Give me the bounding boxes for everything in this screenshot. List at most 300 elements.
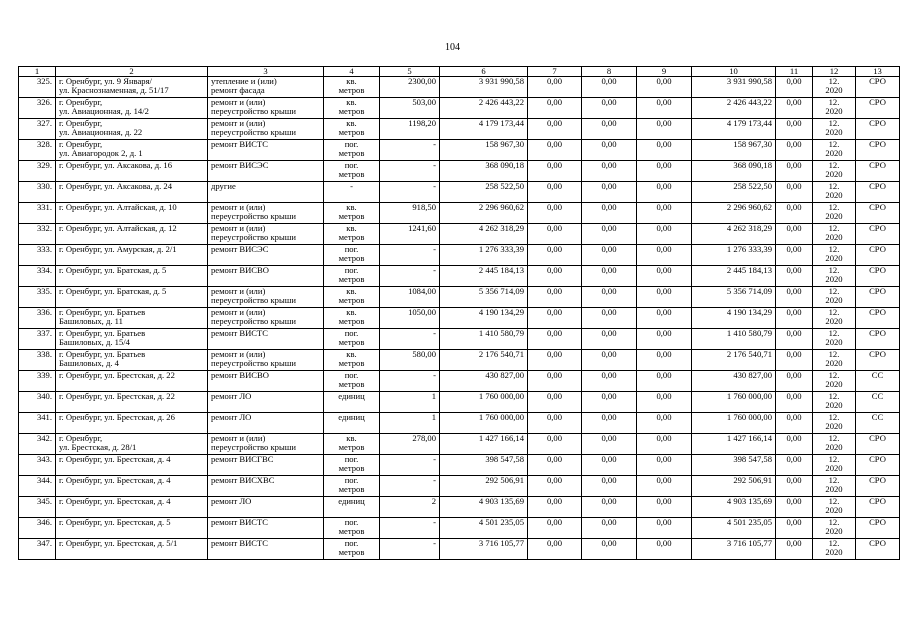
fund-cost-cell: 0,00: [528, 518, 582, 539]
row-number-cell: 328.: [19, 140, 56, 161]
volume-cell: 1241,60: [380, 224, 440, 245]
row-number-cell: 330.: [19, 182, 56, 203]
column-header: 11: [776, 67, 813, 77]
owner-funds-cell: 4 501 235,05: [692, 518, 776, 539]
budget-subject-cell: 0,00: [582, 518, 637, 539]
budget-subject-cell: 0,00: [582, 245, 637, 266]
budget-local-cell: 0,00: [637, 266, 692, 287]
unit-cell: пог. метров: [324, 140, 380, 161]
owner-funds-cell: 2 176 540,71: [692, 350, 776, 371]
row-number-cell: 332.: [19, 224, 56, 245]
method-cell: СРО: [856, 245, 900, 266]
other-funds-cell: 0,00: [776, 392, 813, 413]
column-header: 7: [528, 67, 582, 77]
owner-funds-cell: 3 716 105,77: [692, 539, 776, 560]
budget-subject-cell: 0,00: [582, 476, 637, 497]
column-header: 1: [19, 67, 56, 77]
work-type-cell: ремонт ВИСТС: [208, 140, 324, 161]
table-row: [19, 350, 900, 371]
budget-subject-cell: 0,00: [582, 266, 637, 287]
volume-cell: 918,50: [380, 203, 440, 224]
unit-cell: пог. метров: [324, 245, 380, 266]
work-type-cell: ремонт и (или) переустройство крыши: [208, 287, 324, 308]
budget-subject-cell: 0,00: [582, 434, 637, 455]
address-cell: г. Оренбург, ул. Брестская, д. 4: [56, 497, 208, 518]
address-cell: г. Оренбург, ул. Братьев Башиловых, д. 11: [56, 308, 208, 329]
work-type-cell: ремонт ВИСВО: [208, 266, 324, 287]
column-header: 3: [208, 67, 324, 77]
volume-cell: 1: [380, 392, 440, 413]
total-cost-cell: 4 190 134,29: [440, 308, 528, 329]
volume-cell: 278,00: [380, 434, 440, 455]
budget-subject-cell: 0,00: [582, 161, 637, 182]
unit-cell: кв. метров: [324, 224, 380, 245]
address-cell: г. Оренбург, ул. Брестская, д. 22: [56, 371, 208, 392]
deadline-cell: 12. 2020: [813, 476, 856, 497]
budget-subject-cell: 0,00: [582, 287, 637, 308]
method-cell: СС: [856, 371, 900, 392]
method-cell: СРО: [856, 287, 900, 308]
total-cost-cell: 3 931 990,58: [440, 77, 528, 98]
owner-funds-cell: 1 760 000,00: [692, 413, 776, 434]
row-number-cell: 325.: [19, 77, 56, 98]
owner-funds-cell: 2 296 960,62: [692, 203, 776, 224]
fund-cost-cell: 0,00: [528, 77, 582, 98]
deadline-cell: 12. 2020: [813, 497, 856, 518]
row-number-cell: 336.: [19, 308, 56, 329]
table-row: [19, 518, 900, 539]
deadline-cell: 12. 2020: [813, 266, 856, 287]
volume-cell: 1: [380, 413, 440, 434]
method-cell: СРО: [856, 539, 900, 560]
method-cell: СС: [856, 413, 900, 434]
budget-local-cell: 0,00: [637, 434, 692, 455]
table-row: [19, 140, 900, 161]
fund-cost-cell: 0,00: [528, 245, 582, 266]
owner-funds-cell: 4 179 173,44: [692, 119, 776, 140]
fund-cost-cell: 0,00: [528, 455, 582, 476]
owner-funds-cell: 398 547,58: [692, 455, 776, 476]
budget-subject-cell: 0,00: [582, 98, 637, 119]
unit-cell: единиц: [324, 497, 380, 518]
row-number-cell: 337.: [19, 329, 56, 350]
method-cell: СРО: [856, 308, 900, 329]
volume-cell: 2300,00: [380, 77, 440, 98]
fund-cost-cell: 0,00: [528, 497, 582, 518]
budget-local-cell: 0,00: [637, 329, 692, 350]
address-cell: г. Оренбург, ул. Авиационная, д. 22: [56, 119, 208, 140]
table-row: [19, 539, 900, 560]
work-type-cell: ремонт ЛО: [208, 413, 324, 434]
total-cost-cell: 292 506,91: [440, 476, 528, 497]
owner-funds-cell: 1 760 000,00: [692, 392, 776, 413]
unit-cell: кв. метров: [324, 119, 380, 140]
column-header: 6: [440, 67, 528, 77]
row-number-cell: 329.: [19, 161, 56, 182]
work-type-cell: ремонт ЛО: [208, 392, 324, 413]
address-cell: г. Оренбург, ул. Братская, д. 5: [56, 287, 208, 308]
work-type-cell: утепление и (или) ремонт фасада: [208, 77, 324, 98]
other-funds-cell: 0,00: [776, 434, 813, 455]
budget-subject-cell: 0,00: [582, 497, 637, 518]
owner-funds-cell: 430 827,00: [692, 371, 776, 392]
total-cost-cell: 2 426 443,22: [440, 98, 528, 119]
budget-subject-cell: 0,00: [582, 119, 637, 140]
fund-cost-cell: 0,00: [528, 203, 582, 224]
deadline-cell: 12. 2020: [813, 329, 856, 350]
method-cell: СРО: [856, 518, 900, 539]
table-row: [19, 371, 900, 392]
budget-local-cell: 0,00: [637, 392, 692, 413]
table-row: [19, 182, 900, 203]
total-cost-cell: 4 501 235,05: [440, 518, 528, 539]
volume-cell: -: [380, 182, 440, 203]
fund-cost-cell: 0,00: [528, 392, 582, 413]
fund-cost-cell: 0,00: [528, 350, 582, 371]
unit-cell: пог. метров: [324, 455, 380, 476]
row-number-cell: 338.: [19, 350, 56, 371]
budget-subject-cell: 0,00: [582, 392, 637, 413]
work-type-cell: ремонт ВИСТС: [208, 329, 324, 350]
budget-local-cell: 0,00: [637, 287, 692, 308]
data-table: [18, 66, 900, 560]
column-header: 10: [692, 67, 776, 77]
fund-cost-cell: 0,00: [528, 308, 582, 329]
unit-cell: кв. метров: [324, 287, 380, 308]
fund-cost-cell: 0,00: [528, 98, 582, 119]
deadline-cell: 12. 2020: [813, 245, 856, 266]
method-cell: СРО: [856, 224, 900, 245]
address-cell: г. Оренбург, ул. Авиационная, д. 14/2: [56, 98, 208, 119]
row-number-cell: 333.: [19, 245, 56, 266]
address-cell: г. Оренбург, ул. Брестская, д. 28/1: [56, 434, 208, 455]
volume-cell: -: [380, 371, 440, 392]
other-funds-cell: 0,00: [776, 539, 813, 560]
work-type-cell: ремонт ЛО: [208, 497, 324, 518]
volume-cell: -: [380, 539, 440, 560]
budget-local-cell: 0,00: [637, 476, 692, 497]
address-cell: г. Оренбург, ул. Братская, д. 5: [56, 266, 208, 287]
budget-local-cell: 0,00: [637, 371, 692, 392]
volume-cell: -: [380, 455, 440, 476]
volume-cell: -: [380, 140, 440, 161]
address-cell: г. Оренбург, ул. Брестская, д. 4: [56, 476, 208, 497]
other-funds-cell: 0,00: [776, 266, 813, 287]
address-cell: г. Оренбург, ул. Авиагородок 2, д. 1: [56, 140, 208, 161]
total-cost-cell: 1 427 166,14: [440, 434, 528, 455]
row-number-cell: 340.: [19, 392, 56, 413]
address-cell: г. Оренбург, ул. Алтайская, д. 12: [56, 224, 208, 245]
owner-funds-cell: 1 427 166,14: [692, 434, 776, 455]
unit-cell: пог. метров: [324, 518, 380, 539]
volume-cell: -: [380, 518, 440, 539]
method-cell: СРО: [856, 455, 900, 476]
total-cost-cell: 258 522,50: [440, 182, 528, 203]
unit-cell: пог. метров: [324, 266, 380, 287]
deadline-cell: 12. 2020: [813, 371, 856, 392]
method-cell: СРО: [856, 182, 900, 203]
deadline-cell: 12. 2020: [813, 161, 856, 182]
work-type-cell: ремонт ВИСГВС: [208, 455, 324, 476]
address-cell: г. Оренбург, ул. Брестская, д. 26: [56, 413, 208, 434]
budget-subject-cell: 0,00: [582, 77, 637, 98]
budget-local-cell: 0,00: [637, 140, 692, 161]
unit-cell: единиц: [324, 413, 380, 434]
other-funds-cell: 0,00: [776, 371, 813, 392]
fund-cost-cell: 0,00: [528, 434, 582, 455]
other-funds-cell: 0,00: [776, 245, 813, 266]
table-row: [19, 287, 900, 308]
table-row: [19, 329, 900, 350]
work-type-cell: ремонт и (или) переустройство крыши: [208, 224, 324, 245]
work-type-cell: ремонт ВИСХВС: [208, 476, 324, 497]
fund-cost-cell: 0,00: [528, 476, 582, 497]
volume-cell: 1084,00: [380, 287, 440, 308]
fund-cost-cell: 0,00: [528, 182, 582, 203]
budget-subject-cell: 0,00: [582, 455, 637, 476]
other-funds-cell: 0,00: [776, 413, 813, 434]
header-row: [19, 67, 900, 77]
budget-subject-cell: 0,00: [582, 308, 637, 329]
other-funds-cell: 0,00: [776, 203, 813, 224]
unit-cell: кв. метров: [324, 308, 380, 329]
unit-cell: кв. метров: [324, 98, 380, 119]
deadline-cell: 12. 2020: [813, 455, 856, 476]
unit-cell: пог. метров: [324, 329, 380, 350]
table-row: [19, 203, 900, 224]
method-cell: СРО: [856, 119, 900, 140]
budget-local-cell: 0,00: [637, 119, 692, 140]
method-cell: СРО: [856, 77, 900, 98]
other-funds-cell: 0,00: [776, 350, 813, 371]
address-cell: г. Оренбург, ул. Брестская, д. 5/1: [56, 539, 208, 560]
budget-local-cell: 0,00: [637, 518, 692, 539]
work-type-cell: ремонт ВИСТС: [208, 539, 324, 560]
total-cost-cell: 4 262 318,29: [440, 224, 528, 245]
budget-local-cell: 0,00: [637, 224, 692, 245]
unit-cell: кв. метров: [324, 77, 380, 98]
row-number-cell: 335.: [19, 287, 56, 308]
owner-funds-cell: 292 506,91: [692, 476, 776, 497]
fund-cost-cell: 0,00: [528, 161, 582, 182]
unit-cell: пог. метров: [324, 371, 380, 392]
row-number-cell: 344.: [19, 476, 56, 497]
column-header: 4: [324, 67, 380, 77]
budget-local-cell: 0,00: [637, 350, 692, 371]
total-cost-cell: 1 276 333,39: [440, 245, 528, 266]
page-number: 104: [445, 42, 460, 53]
row-number-cell: 339.: [19, 371, 56, 392]
column-header: 2: [56, 67, 208, 77]
total-cost-cell: 430 827,00: [440, 371, 528, 392]
total-cost-cell: 5 356 714,09: [440, 287, 528, 308]
budget-local-cell: 0,00: [637, 539, 692, 560]
deadline-cell: 12. 2020: [813, 98, 856, 119]
table-row: [19, 434, 900, 455]
owner-funds-cell: 2 445 184,13: [692, 266, 776, 287]
address-cell: г. Оренбург, ул. Аксакова, д. 24: [56, 182, 208, 203]
table-row: [19, 455, 900, 476]
deadline-cell: 12. 2020: [813, 413, 856, 434]
table-row: [19, 119, 900, 140]
work-type-cell: ремонт и (или) переустройство крыши: [208, 98, 324, 119]
work-type-cell: ремонт и (или) переустройство крыши: [208, 203, 324, 224]
volume-cell: 503,00: [380, 98, 440, 119]
address-cell: г. Оренбург, ул. Братьев Башиловых, д. 15/4: [56, 329, 208, 350]
budget-subject-cell: 0,00: [582, 329, 637, 350]
volume-cell: -: [380, 245, 440, 266]
work-type-cell: ремонт и (или) переустройство крыши: [208, 308, 324, 329]
other-funds-cell: 0,00: [776, 98, 813, 119]
address-cell: г. Оренбург, ул. 9 Января/ ул. Краснознаменная, д. 51/17: [56, 77, 208, 98]
deadline-cell: 12. 2020: [813, 539, 856, 560]
table-row: [19, 224, 900, 245]
owner-funds-cell: 368 090,18: [692, 161, 776, 182]
table-row: [19, 497, 900, 518]
table-row: [19, 266, 900, 287]
budget-subject-cell: 0,00: [582, 371, 637, 392]
fund-cost-cell: 0,00: [528, 329, 582, 350]
fund-cost-cell: 0,00: [528, 413, 582, 434]
method-cell: СРО: [856, 434, 900, 455]
address-cell: г. Оренбург, ул. Аксакова, д. 16: [56, 161, 208, 182]
owner-funds-cell: 4 903 135,69: [692, 497, 776, 518]
volume-cell: -: [380, 476, 440, 497]
work-type-cell: ремонт ВИСЭС: [208, 245, 324, 266]
other-funds-cell: 0,00: [776, 161, 813, 182]
deadline-cell: 12. 2020: [813, 224, 856, 245]
budget-local-cell: 0,00: [637, 182, 692, 203]
method-cell: СРО: [856, 161, 900, 182]
column-header: 13: [856, 67, 900, 77]
total-cost-cell: 2 296 960,62: [440, 203, 528, 224]
method-cell: СРО: [856, 98, 900, 119]
address-cell: г. Оренбург, ул. Брестская, д. 22: [56, 392, 208, 413]
other-funds-cell: 0,00: [776, 308, 813, 329]
owner-funds-cell: 158 967,30: [692, 140, 776, 161]
other-funds-cell: 0,00: [776, 140, 813, 161]
budget-local-cell: 0,00: [637, 245, 692, 266]
total-cost-cell: 398 547,58: [440, 455, 528, 476]
method-cell: СРО: [856, 203, 900, 224]
row-number-cell: 327.: [19, 119, 56, 140]
budget-local-cell: 0,00: [637, 77, 692, 98]
budget-local-cell: 0,00: [637, 203, 692, 224]
row-number-cell: 341.: [19, 413, 56, 434]
other-funds-cell: 0,00: [776, 77, 813, 98]
method-cell: СС: [856, 392, 900, 413]
budget-subject-cell: 0,00: [582, 203, 637, 224]
volume-cell: 580,00: [380, 350, 440, 371]
deadline-cell: 12. 2020: [813, 518, 856, 539]
other-funds-cell: 0,00: [776, 224, 813, 245]
fund-cost-cell: 0,00: [528, 119, 582, 140]
budget-local-cell: 0,00: [637, 161, 692, 182]
address-cell: г. Оренбург, ул. Брестская, д. 5: [56, 518, 208, 539]
fund-cost-cell: 0,00: [528, 266, 582, 287]
owner-funds-cell: 4 190 134,29: [692, 308, 776, 329]
deadline-cell: 12. 2020: [813, 434, 856, 455]
address-cell: г. Оренбург, ул. Братьев Башиловых, д. 4: [56, 350, 208, 371]
owner-funds-cell: 1 410 580,79: [692, 329, 776, 350]
volume-cell: -: [380, 266, 440, 287]
column-header: 9: [637, 67, 692, 77]
address-cell: г. Оренбург, ул. Брестская, д. 4: [56, 455, 208, 476]
deadline-cell: 12. 2020: [813, 140, 856, 161]
row-number-cell: 347.: [19, 539, 56, 560]
method-cell: СРО: [856, 266, 900, 287]
budget-local-cell: 0,00: [637, 98, 692, 119]
budget-subject-cell: 0,00: [582, 182, 637, 203]
other-funds-cell: 0,00: [776, 287, 813, 308]
work-type-cell: ремонт и (или) переустройство крыши: [208, 434, 324, 455]
work-type-cell: ремонт и (или) переустройство крыши: [208, 119, 324, 140]
unit-cell: единиц: [324, 392, 380, 413]
total-cost-cell: 1 410 580,79: [440, 329, 528, 350]
address-cell: г. Оренбург, ул. Амурская, д. 2/1: [56, 245, 208, 266]
owner-funds-cell: 3 931 990,58: [692, 77, 776, 98]
owner-funds-cell: 2 426 443,22: [692, 98, 776, 119]
row-number-cell: 346.: [19, 518, 56, 539]
owner-funds-cell: 258 522,50: [692, 182, 776, 203]
unit-cell: кв. метров: [324, 350, 380, 371]
budget-local-cell: 0,00: [637, 413, 692, 434]
method-cell: СРО: [856, 476, 900, 497]
other-funds-cell: 0,00: [776, 182, 813, 203]
total-cost-cell: 4 903 135,69: [440, 497, 528, 518]
work-type-cell: другие: [208, 182, 324, 203]
budget-subject-cell: 0,00: [582, 413, 637, 434]
fund-cost-cell: 0,00: [528, 287, 582, 308]
table-row: [19, 77, 900, 98]
volume-cell: -: [380, 161, 440, 182]
owner-funds-cell: 5 356 714,09: [692, 287, 776, 308]
other-funds-cell: 0,00: [776, 497, 813, 518]
method-cell: СРО: [856, 497, 900, 518]
deadline-cell: 12. 2020: [813, 287, 856, 308]
table-row: [19, 413, 900, 434]
deadline-cell: 12. 2020: [813, 182, 856, 203]
total-cost-cell: 2 445 184,13: [440, 266, 528, 287]
table-row: [19, 392, 900, 413]
row-number-cell: 343.: [19, 455, 56, 476]
unit-cell: пог. метров: [324, 539, 380, 560]
budget-subject-cell: 0,00: [582, 224, 637, 245]
column-header: 8: [582, 67, 637, 77]
budget-local-cell: 0,00: [637, 497, 692, 518]
total-cost-cell: 1 760 000,00: [440, 413, 528, 434]
owner-funds-cell: 4 262 318,29: [692, 224, 776, 245]
budget-subject-cell: 0,00: [582, 140, 637, 161]
method-cell: СРО: [856, 329, 900, 350]
address-cell: г. Оренбург, ул. Алтайская, д. 10: [56, 203, 208, 224]
other-funds-cell: 0,00: [776, 119, 813, 140]
table-row: [19, 98, 900, 119]
unit-cell: -: [324, 182, 380, 203]
row-number-cell: 334.: [19, 266, 56, 287]
row-number-cell: 342.: [19, 434, 56, 455]
deadline-cell: 12. 2020: [813, 392, 856, 413]
total-cost-cell: 1 760 000,00: [440, 392, 528, 413]
work-type-cell: ремонт ВИСЭС: [208, 161, 324, 182]
fund-cost-cell: 0,00: [528, 140, 582, 161]
budget-subject-cell: 0,00: [582, 539, 637, 560]
deadline-cell: 12. 2020: [813, 350, 856, 371]
total-cost-cell: 158 967,30: [440, 140, 528, 161]
unit-cell: кв. метров: [324, 203, 380, 224]
row-number-cell: 345.: [19, 497, 56, 518]
fund-cost-cell: 0,00: [528, 224, 582, 245]
